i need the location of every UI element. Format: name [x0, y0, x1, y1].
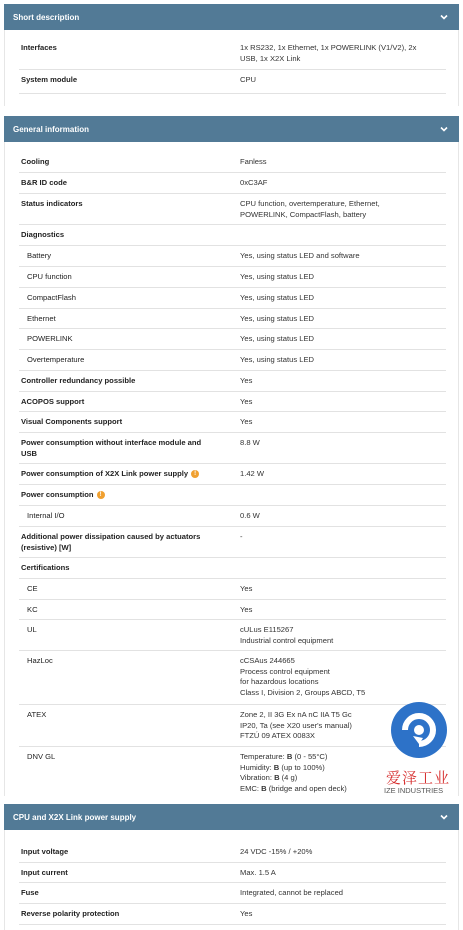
- spec-row: [19, 329, 446, 350]
- section-header-cpu-x2x-power-supply[interactable]: [4, 804, 459, 830]
- spec-label: DNV GL: [27, 752, 56, 761]
- watermark-title: 爱泽工业: [386, 769, 451, 787]
- spec-row: [19, 904, 446, 925]
- spec-row: [19, 392, 446, 412]
- spec-row: [19, 225, 446, 246]
- spec-label: System module: [21, 75, 78, 84]
- spec-row: [19, 883, 446, 904]
- section-title: CPU and X2X Link power supply: [13, 812, 137, 822]
- spec-label: Controller redundancy possible: [21, 376, 136, 385]
- spec-row: [19, 412, 446, 433]
- spec-value: 0.6 W: [240, 511, 260, 520]
- spec-row: [19, 705, 446, 747]
- spec-row: [19, 173, 446, 194]
- spec-label: B&R ID code: [21, 178, 67, 187]
- spec-label: Certifications: [21, 563, 70, 572]
- spec-row: [19, 350, 446, 371]
- section-body-general-information: [4, 142, 459, 796]
- spec-row: [19, 38, 446, 70]
- spec-label: CE: [27, 584, 38, 593]
- spec-value: Fanless: [240, 157, 267, 166]
- spec-row: [19, 842, 446, 863]
- spec-row: [19, 70, 446, 94]
- spec-value: Yes, using status LED and software: [240, 251, 360, 260]
- spec-label: Visual Components support: [21, 417, 123, 426]
- spec-value: 8.8 W: [240, 438, 260, 447]
- spec-label: KC: [27, 605, 38, 614]
- spec-value: 0xC3AF: [240, 178, 268, 187]
- section-header-short-description[interactable]: [4, 4, 459, 30]
- spec-row: [19, 194, 446, 225]
- spec-row: [19, 579, 446, 600]
- spec-row: [19, 747, 446, 795]
- spec-row: [19, 371, 446, 392]
- spec-row: [19, 433, 446, 464]
- section-body-cpu-x2x-power-supply: [4, 830, 459, 930]
- spec-value: 24 VDC -15% / +20%: [240, 847, 313, 856]
- spec-row: [19, 464, 446, 485]
- spec-label: UL: [27, 625, 37, 634]
- spec-value: CPU function, overtemperature, Ethernet, POWERLINK, CompactFlash, battery: [240, 199, 380, 219]
- spec-row: [19, 506, 446, 527]
- section-title: Short description: [13, 12, 80, 22]
- spec-label: Ethernet: [27, 314, 56, 323]
- info-icon[interactable]: !: [191, 470, 199, 478]
- spec-row: [19, 558, 446, 579]
- spec-label: Input voltage: [21, 847, 69, 856]
- dnv-line: EMC: B (bridge and open deck): [240, 783, 347, 793]
- spec-value: 1x RS232, 1x Ethernet, 1x POWERLINK (V1/V2), 2x USB, 1x X2X Link: [240, 43, 417, 63]
- spec-value: Yes: [240, 584, 253, 593]
- spec-label: Additional power dissipation caused by actuators (resistive) [W]: [21, 532, 201, 552]
- spec-label: HazLoc: [27, 656, 53, 665]
- spec-value: Yes: [240, 397, 253, 406]
- section-header-general-information[interactable]: [4, 116, 459, 142]
- spec-value: CPU: [240, 75, 257, 84]
- chevron-down-icon[interactable]: [438, 11, 450, 23]
- spec-label: Overtemperature: [27, 355, 85, 364]
- spec-value: -: [240, 532, 243, 541]
- spec-label: Reverse polarity protection: [21, 909, 120, 918]
- spec-value: Yes, using status LED: [240, 355, 315, 364]
- spec-label: POWERLINK: [27, 334, 73, 343]
- spec-value: Zone 2, II 3G Ex nA nC IIA T5 Gc IP20, Ta (see X20 user's manual) FTZÚ 09 ATEX 0083X: [240, 710, 352, 740]
- spec-row: [19, 152, 446, 173]
- spec-row: [19, 600, 446, 620]
- section-body-short-description: [4, 30, 459, 106]
- chevron-down-icon[interactable]: [438, 123, 450, 135]
- spec-label: Power consumption of X2X Link power supply: [21, 469, 189, 478]
- spec-label: CPU function: [27, 272, 72, 281]
- spec-row: [19, 863, 446, 883]
- spec-label: Power consumption without interface module and USB: [21, 438, 202, 458]
- spec-value: Yes: [240, 417, 253, 426]
- spec-value: Yes, using status LED: [240, 272, 315, 281]
- watermark-subtitle: IZE INDUSTRIES: [384, 786, 444, 795]
- spec-label: Cooling: [21, 157, 50, 166]
- section-title: General information: [13, 124, 90, 134]
- spec-label: Diagnostics: [21, 230, 65, 239]
- spec-value: Yes: [240, 605, 253, 614]
- spec-label: ATEX: [27, 710, 47, 719]
- spec-label: ACOPOS support: [21, 397, 85, 406]
- spec-label: Input current: [21, 868, 68, 877]
- spec-label-with-info: [21, 490, 226, 501]
- spec-row: [19, 267, 446, 288]
- spec-label-with-info: [21, 469, 226, 480]
- spec-value: 1.42 W: [240, 469, 265, 478]
- spec-value: cCSAus 244665 Process control equipment for hazardous locations Class I, Division 2, Groups ABCD, T5: [240, 656, 366, 697]
- spec-label: Battery: [27, 251, 52, 260]
- spec-label: Fuse: [21, 888, 39, 897]
- spec-row: [19, 620, 446, 651]
- spec-value: cULus E115267 Industrial control equipment: [240, 625, 334, 645]
- spec-value: Yes, using status LED: [240, 293, 315, 302]
- info-icon[interactable]: !: [97, 491, 105, 499]
- spec-value: Yes: [240, 376, 253, 385]
- spec-row: [19, 246, 446, 267]
- spec-value: Yes, using status LED: [240, 334, 315, 343]
- spec-row: [19, 651, 446, 705]
- dnv-line: Humidity: B (up to 100%): [240, 762, 325, 772]
- spec-row: [19, 485, 446, 506]
- spec-value: Yes, using status LED: [240, 314, 315, 323]
- chevron-down-icon[interactable]: [438, 811, 450, 823]
- spec-value: Integrated, cannot be replaced: [240, 888, 344, 897]
- spec-label: Status indicators: [21, 199, 83, 208]
- spec-label: Interfaces: [21, 43, 57, 52]
- spec-row: [19, 288, 446, 309]
- spec-value: Max. 1.5 A: [240, 868, 276, 877]
- spec-label: Internal I/O: [27, 511, 65, 520]
- dnv-line: Temperature: B (0 - 55°C): [240, 752, 328, 761]
- dnv-line: Vibration: B (4 g): [240, 773, 298, 782]
- spec-value: Yes: [240, 909, 253, 918]
- spec-row: [19, 309, 446, 329]
- spec-label: CompactFlash: [27, 293, 76, 302]
- spec-row: [19, 527, 446, 558]
- spec-label: Power consumption: [21, 490, 94, 499]
